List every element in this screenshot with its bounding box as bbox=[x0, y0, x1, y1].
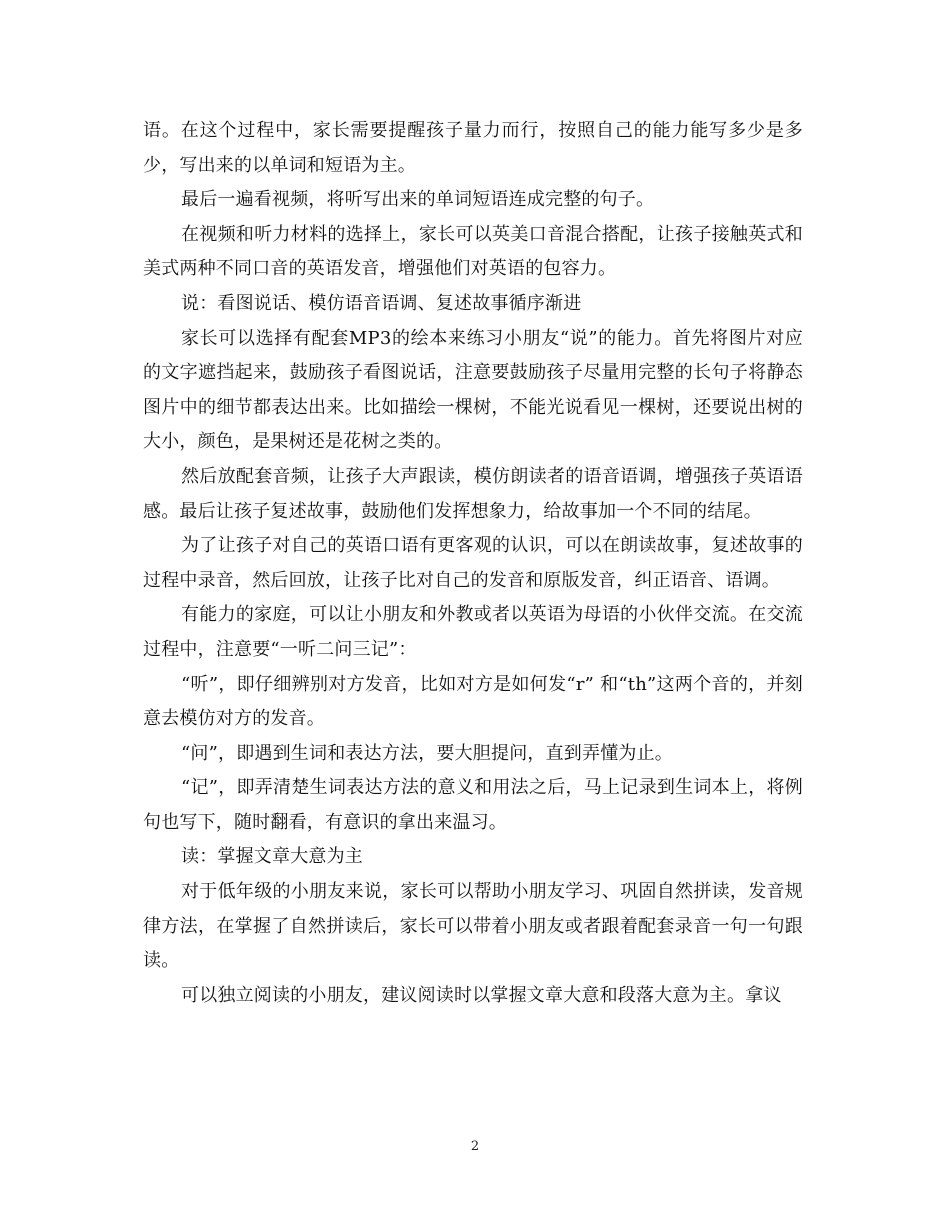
paragraph-record: “记”，即弄清楚生词表达方法的意义和用法之后，马上记录到生词本上，将例句也写下，随时翻看，有意识的拿出来温习。 bbox=[143, 777, 803, 833]
paragraph-1: 语。在这个过程中，家长需要提醒孩子量力而行，按照自己的能力能写多少是多少，写出来的以单词和短语为主。 bbox=[143, 120, 803, 176]
paragraph-7: 为了让孩子对自己的英语口语有更客观的认识，可以在朗读故事，复述故事的过程中录音，然后回放，让孩子比对自己的发音和原版发音，纠正语音、语调。 bbox=[143, 535, 803, 591]
paragraph-5: 家长可以选择有配套MP3的绘本来练习小朋友“说”的能力。首先将图片对应的文字遮挡起来，鼓励孩子看图说话，注意要鼓励孩子尽量用完整的长句子将静态图片中的细节都表达出来。比如描绘一棵树，不能光说看见一棵树，还要说出树的大小，颜色，是果树还是花树之类的。 bbox=[143, 327, 803, 453]
paragraph-6: 然后放配套音频，让孩子大声跟读，模仿朗读者的语音语调，增强孩子英语语感。最后让孩子复述故事，鼓励他们发挥想象力，给故事加一个不同的结尾。 bbox=[143, 465, 803, 522]
paragraph-listen: “听”，即仔细辨别对方发音，比如对方是如何发“r” 和“th”这两个音的，并刻意去模仿对方的发音。 bbox=[143, 673, 803, 730]
document-body bbox=[143, 114, 803, 1013]
paragraph-2: 最后一遍看视频，将听写出来的单词短语连成完整的句子。 bbox=[181, 189, 655, 211]
page-number: 2 bbox=[470, 1139, 480, 1154]
paragraph-13: 对于低年级的小朋友来说，家长可以帮助小朋友学习、巩固自然拼读，发音规律方法，在掌握了自然拼读后，家长可以带着小朋友或者跟着配套录音一句一句跟读。 bbox=[143, 881, 803, 972]
paragraph-8: 有能力的家庭，可以让小朋友和外教或者以英语为母语的小伙伴交流。在交流过程中，注意要“一听二问三记”： bbox=[143, 604, 803, 660]
section-heading-reading: 读：掌握文章大意为主 bbox=[181, 846, 363, 868]
paragraph-ask: “问”，即遇到生词和表达方法，要大胆提问，直到弄懂为止。 bbox=[181, 742, 674, 764]
paragraph-14: 可以独立阅读的小朋友，建议阅读时以掌握文章大意和段落大意为主。拿议 bbox=[181, 984, 782, 1006]
paragraph-3: 在视频和听力材料的选择上，家长可以英美口音混合搭配，让孩子接触英式和美式两种不同口音的英语发音，增强他们对英语的包容力。 bbox=[143, 223, 803, 280]
section-heading-speaking: 说：看图说话、模仿语音语调、复述故事循序渐进 bbox=[181, 292, 582, 314]
